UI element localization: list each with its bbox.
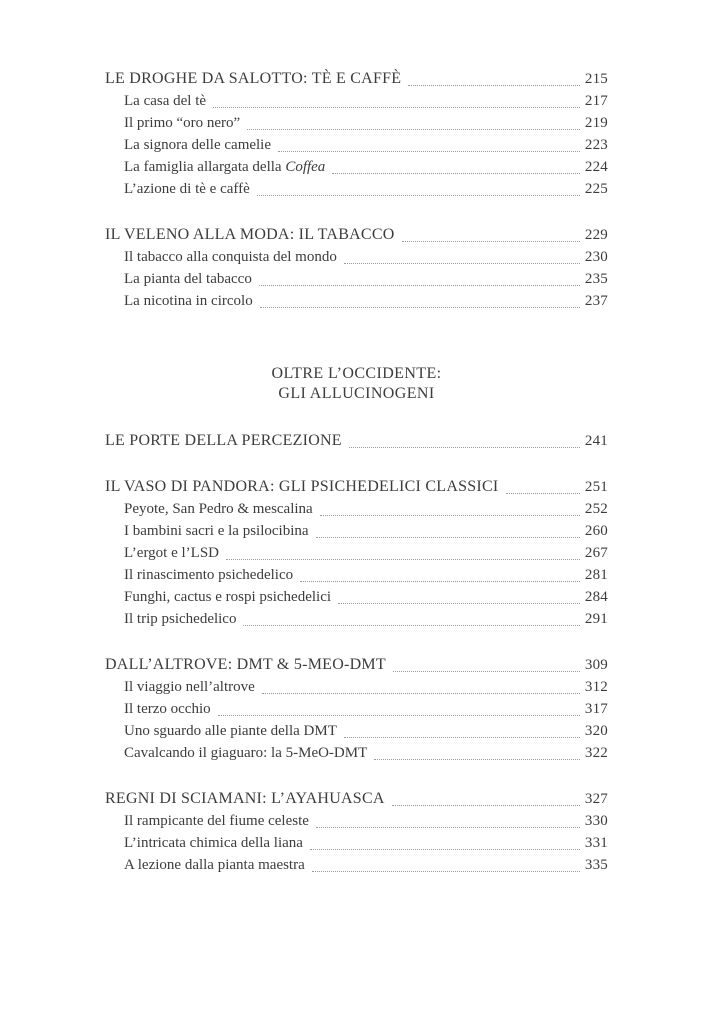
dotted-leader — [506, 493, 580, 494]
dotted-leader — [408, 85, 580, 86]
page-number: 335 — [584, 857, 608, 873]
toc-item-label — [124, 810, 309, 832]
toc-item-row — [105, 112, 608, 134]
toc-item-label — [124, 520, 309, 542]
toc-item-label-segment: La casa del tè — [124, 93, 207, 109]
dotted-leader — [320, 515, 580, 516]
toc-section-title-row — [105, 430, 608, 452]
toc-item-label-segment: La pianta del tabacco — [124, 271, 252, 287]
toc-item-label-segment: I bambini sacri e la psilocibina — [124, 523, 309, 539]
dotted-leader — [259, 285, 580, 286]
page-number: 317 — [584, 701, 608, 717]
part-heading-line: OLTRE L’OCCIDENTE: — [271, 365, 442, 382]
toc-section-title: REGNI DI SCIAMANI: L’AYAHUASCA — [105, 790, 385, 807]
toc-item-label — [124, 608, 236, 630]
dotted-leader — [338, 603, 580, 604]
page-number: 322 — [584, 745, 608, 761]
toc-item-row — [105, 720, 608, 742]
page-number: 225 — [584, 181, 608, 197]
toc-item-label-segment: Cavalcando il giaguaro: la 5-MeO-DMT — [124, 745, 368, 761]
toc-section-title: IL VELENO ALLA MODA: IL TABACCO — [105, 226, 395, 243]
toc-item-label-segment: Il rampicante del fiume celeste — [124, 813, 309, 829]
toc-item-label-segment: A lezione dalla pianta maestra — [124, 857, 305, 873]
toc-item-label — [124, 90, 206, 112]
dotted-leader — [344, 263, 580, 264]
toc-item-label — [124, 854, 305, 876]
toc-item-row — [105, 742, 608, 764]
toc-item-row — [105, 832, 608, 854]
toc-item-label-segment: Il trip psichedelico — [124, 611, 237, 627]
toc-item-label — [124, 246, 337, 268]
dotted-leader — [402, 241, 580, 242]
toc-section-title-row — [105, 476, 608, 498]
toc-item-row — [105, 810, 608, 832]
page-number: 219 — [584, 115, 608, 131]
toc-item-row — [105, 854, 608, 876]
toc-item-label — [124, 542, 219, 564]
page-number: 267 — [584, 545, 608, 561]
toc-item-label — [124, 498, 313, 520]
toc-section-title-row — [105, 224, 608, 246]
toc-item-label — [124, 268, 252, 290]
toc-section-title: LE PORTE DELLA PERCEZIONE — [105, 432, 342, 449]
toc-item-label-segment: Funghi, cactus e rospi psichedelici — [124, 589, 332, 605]
toc-item-label — [124, 112, 240, 134]
toc-item-label — [124, 698, 211, 720]
page-number: 235 — [584, 271, 608, 287]
toc-item-label-segment: Peyote, San Pedro & mescalina — [124, 501, 313, 517]
toc-section — [105, 68, 608, 200]
toc-item-label-segment: L’intricata chimica della liana — [124, 835, 303, 851]
toc-section-title-row — [105, 654, 608, 676]
toc-item-label — [124, 290, 253, 312]
toc-item-label — [124, 742, 367, 764]
toc-item-label-segment: La signora delle camelie — [124, 137, 272, 153]
toc-item-label — [124, 156, 325, 178]
page-number: 260 — [584, 523, 608, 539]
dotted-leader — [262, 693, 580, 694]
toc-item-label-segment: L’azione di tè e caffè — [124, 181, 250, 197]
toc-item-label-segment: Il rinascimento psichedelico — [124, 567, 294, 583]
toc-item-label — [124, 676, 255, 698]
page-number: 281 — [584, 567, 608, 583]
page-number: 320 — [584, 723, 608, 739]
toc-section — [105, 476, 608, 630]
toc-item-label-segment: Il viaggio nell’altrove — [124, 679, 255, 695]
toc-item-label-segment: Il primo “oro nero” — [124, 115, 241, 131]
page-number: 237 — [584, 293, 608, 309]
dotted-leader — [260, 307, 580, 308]
page-number: 217 — [584, 93, 608, 109]
toc-item-label-segment: Il tabacco alla conquista del mondo — [124, 249, 337, 265]
toc-section-title: DALL’ALTROVE: DMT & 5-MEO-DMT — [105, 656, 386, 673]
toc-item-row — [105, 90, 608, 112]
page-number: 229 — [584, 227, 608, 243]
toc-item-label-segment: La famiglia allargata della — [124, 159, 286, 175]
dotted-leader — [392, 805, 580, 806]
toc-item-label — [124, 720, 337, 742]
toc-item-label — [124, 134, 271, 156]
toc-item-row — [105, 134, 608, 156]
dotted-leader — [316, 827, 580, 828]
dotted-leader — [300, 581, 580, 582]
page-number: 224 — [584, 159, 608, 175]
part-heading-line: GLI ALLUCINOGENI — [278, 385, 435, 402]
toc-item-row — [105, 586, 608, 608]
page-number: 331 — [584, 835, 608, 851]
page-number: 223 — [584, 137, 608, 153]
dotted-leader — [257, 195, 580, 196]
toc-section-title-row — [105, 788, 608, 810]
dotted-leader — [393, 671, 580, 672]
page-number: 230 — [584, 249, 608, 265]
toc-section — [105, 430, 608, 452]
page-number: 284 — [584, 589, 608, 605]
toc-section — [105, 224, 608, 312]
toc-item-row — [105, 156, 608, 178]
dotted-leader — [213, 107, 580, 108]
dotted-leader — [344, 737, 580, 738]
toc-item-row — [105, 676, 608, 698]
toc-item-label-segment: L’ergot e l’LSD — [124, 545, 219, 561]
toc-item-row — [105, 246, 608, 268]
dotted-leader — [332, 173, 580, 174]
dotted-leader — [243, 625, 579, 626]
toc-section-title: IL VASO DI PANDORA: GLI PSICHEDELICI CLASSICI — [105, 478, 499, 495]
toc-item-row — [105, 268, 608, 290]
page-number: 215 — [584, 71, 608, 87]
dotted-leader — [278, 151, 580, 152]
toc-item-row — [105, 608, 608, 630]
page-number: 252 — [584, 501, 608, 517]
toc-item-row — [105, 290, 608, 312]
toc-item-row — [105, 498, 608, 520]
dotted-leader — [374, 759, 580, 760]
toc-item-label — [124, 178, 250, 200]
toc-section-title-row — [105, 68, 608, 90]
part-heading — [105, 364, 608, 404]
dotted-leader — [226, 559, 580, 560]
dotted-leader — [310, 849, 580, 850]
toc-item-label — [124, 586, 331, 608]
page-number: 309 — [584, 657, 608, 673]
toc-item-label — [124, 564, 293, 586]
dotted-leader — [316, 537, 580, 538]
toc-item-row — [105, 698, 608, 720]
toc-item-label-segment: Uno sguardo alle piante della DMT — [124, 723, 337, 739]
toc-item-label-italic-segment: Coffea — [285, 159, 326, 175]
toc-item-row — [105, 564, 608, 586]
page-number: 312 — [584, 679, 608, 695]
dotted-leader — [312, 871, 580, 872]
page-number: 327 — [584, 791, 608, 807]
toc-section-title: LE DROGHE DA SALOTTO: TÈ E CAFFÈ — [105, 70, 402, 87]
page-number: 241 — [584, 433, 608, 449]
page-number: 291 — [584, 611, 608, 627]
page-number: 330 — [584, 813, 608, 829]
toc-section — [105, 654, 608, 764]
page-number: 251 — [584, 479, 608, 495]
toc-item-label — [124, 832, 303, 854]
dotted-leader — [349, 447, 580, 448]
toc-item-row — [105, 520, 608, 542]
toc-item-label-segment: Il terzo occhio — [124, 701, 211, 717]
toc-item-label-segment: La nicotina in circolo — [124, 293, 253, 309]
dotted-leader — [218, 715, 580, 716]
dotted-leader — [247, 129, 580, 130]
toc-section — [105, 788, 608, 876]
toc-item-row — [105, 542, 608, 564]
toc-item-row — [105, 178, 608, 200]
